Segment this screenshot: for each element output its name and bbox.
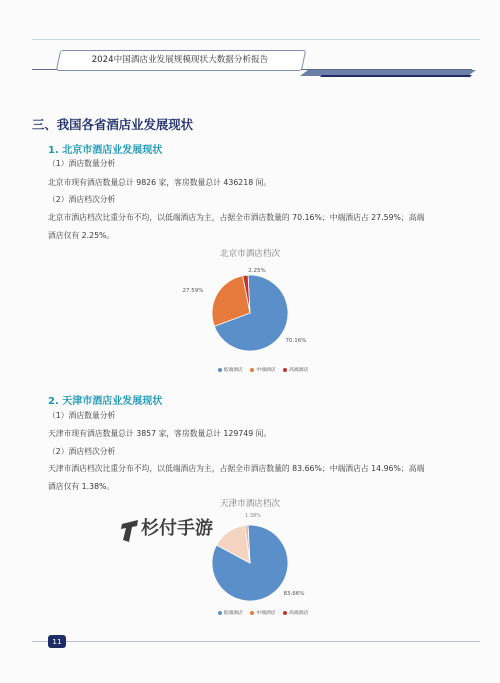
header-accent-stripes (300, 62, 480, 70)
section-title: 三、我国各省酒店业发展现状 (32, 117, 194, 132)
tianjin-sub2: （2）酒店档次分析 (48, 447, 116, 456)
beijing-line2a: 北京市酒店档次比重分布不均，以低端酒店为主，占据全市酒店数量的 70.16%；中端酒店占 27.59%；高端 (48, 213, 425, 222)
legend-low-label: 低端酒店 (223, 611, 243, 616)
tianjin-line2b: 酒店仅有 1.38%。 (48, 482, 115, 491)
legend-mid-label: 中端酒店 (256, 611, 276, 616)
legend-low-label: 低端酒店 (223, 368, 243, 373)
beijing-label-mid: 27.59% (182, 288, 204, 294)
footer-rule (32, 641, 480, 642)
legend-high-label: 高端酒店 (289, 611, 309, 616)
legend-low-swatch (218, 611, 222, 615)
beijing-line2b: 酒店仅有 2.25%。 (48, 231, 115, 240)
header-title: 2024中国酒店业发展规模现状大数据分析报告 (91, 55, 269, 65)
beijing-chart-title: 北京市酒店档次 (219, 249, 281, 259)
beijing-label-low: 70.16% (285, 338, 307, 344)
watermark-text: 杉付手游 (141, 518, 213, 539)
watermark-logo-icon (120, 516, 136, 546)
tianjin-line2a: 天津市酒店档次比重分布不均，以低端酒店为主，占据全市酒店数量的 83.66%；中端酒店占 14.96%；高端 (48, 464, 425, 473)
legend-mid-swatch (250, 368, 254, 372)
beijing-pie-chart (150, 258, 350, 368)
tianjin-title: 2. 天津市酒店业发展现状 (48, 396, 163, 407)
tianjin-chart-title: 天津市酒店档次 (219, 499, 281, 509)
tianjin-label-high: 1.38% (245, 513, 261, 519)
legend-low-swatch (218, 368, 222, 372)
beijing-line1: 北京市现有酒店数量总计 9826 家，客房数量总计 436218 间。 (48, 178, 272, 187)
header-top-line (32, 39, 480, 40)
legend-high-swatch (283, 368, 287, 372)
beijing-title: 1. 北京市酒店业发展现状 (48, 145, 163, 156)
beijing-label-high: 2.25% (248, 268, 266, 274)
beijing-legend (195, 366, 325, 373)
beijing-sub2: （2）酒店档次分析 (48, 195, 116, 204)
legend-mid-swatch (250, 611, 254, 615)
legend-high-swatch (283, 611, 287, 615)
tianjin-line1: 天津市现有酒店数量总计 3857 家，客房数量总计 129749 间。 (48, 429, 272, 438)
tianjin-sub1: （1）酒店数量分析 (48, 411, 116, 420)
beijing-sub1: （1）酒店数量分析 (48, 159, 116, 168)
legend-high-label: 高端酒店 (289, 368, 309, 373)
legend-mid-label: 中端酒店 (256, 368, 276, 373)
page-number: 11 (48, 635, 66, 648)
tianjin-legend (195, 609, 325, 616)
tianjin-label-low: 83.66% (283, 591, 305, 597)
